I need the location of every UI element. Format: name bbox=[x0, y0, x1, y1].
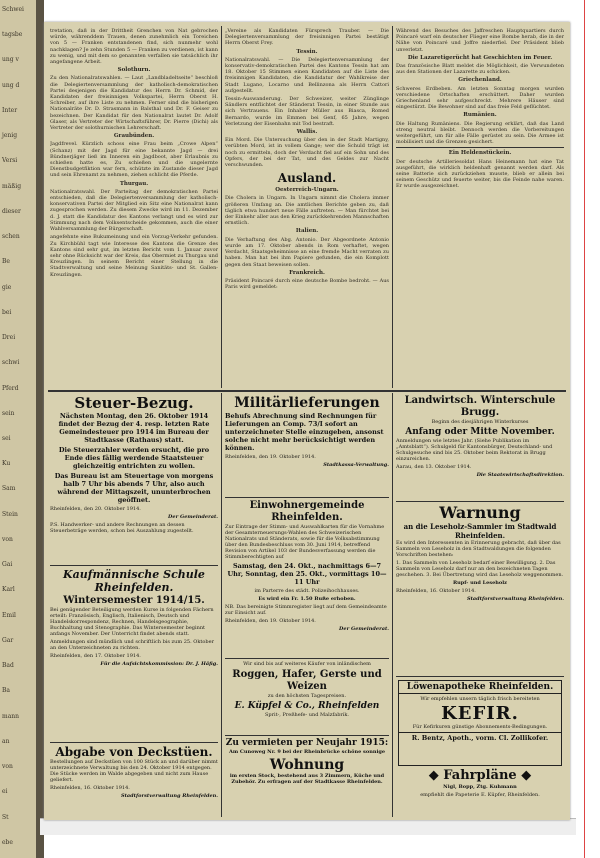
column-1 bbox=[50, 28, 218, 392]
col2-heading-frankreich: Frankreich. bbox=[289, 269, 325, 276]
left-book-fragment: ebe bbox=[2, 838, 13, 846]
page-edge-line bbox=[584, 0, 585, 858]
ad-steuer-bezug bbox=[50, 395, 218, 563]
left-book-page bbox=[0, 0, 44, 858]
landw-text: Anmeldungen wie letztes Jahr. (Siehe Publikation im „Amtsblatt“). Schulgeld für Kantonsbürger, Deutschland- und Schulgesuche sind bis 25. Oktober beim Rektorat in Brugg einzureichen. bbox=[396, 438, 553, 462]
ad-zu-vermieten bbox=[225, 738, 389, 816]
einwohner-text: Zur Eintrage der Stimm- und Auswahlkarten für die Vornahme der Gesamterneuerungs-Wahlen des Schweizerischen Nationalrats und Ständerats, sowie für die Volksabstimmung über den Bundesbeschluss vom 30. Juni 1914, betreffend Revision von Artikel 103 der Bundesverfassung werden die Stimmberechtigten auf bbox=[225, 524, 385, 560]
col2-article-3: Ein Mord. Die Untersuchung über den in der Stadt Martigny, verübten Mord, ist in vollem Gange; wer die Schuld trägt ist noch zu ermitteln, doch der Verdacht fiel auf ein Sohn und des Opfers, der bei der Tat, und des Geldes zur Nacht verschwunden. bbox=[225, 137, 389, 169]
col2-article-2: Tessin-Auswanderung. Der Schweizer, weiter Zünglinge Sändlers entflichtet der Ständerat Tessin, in einer Stunde aus sich Vertrauens. Ein Inhaber Müller aus Biasca, Romed Bernardo, wurde im Emmen bei Genf, 65 Jahre, wegen Verletzung der Eisenbahn mit Tod bestraft. bbox=[225, 96, 389, 127]
col3-heading-griechenland: Griechenland. bbox=[458, 77, 502, 84]
einwohner-date: Rheinfelden, den 19. Oktober 1914. bbox=[225, 618, 316, 624]
vermieten-title: Zu vermieten per Neujahr 1915: bbox=[225, 738, 389, 748]
col1-article-1: Zu den Nationalratswahlen. — Laut „Landbladeltseite“ beschloß die Delegiertenversammlung der katholisch-demokratischen Partei desjenigen die Kandidatur des Herrn Dr. Schmid, der Kandidaten der freisinnigen Volkspartei, Herrn Oberst H. Schreiber, auf ihre Liste zu nehmen. Ferner sind die bisherigen Nationalräte Dr. D. Strasmann in Balsthal und Dr. F. Geiser zu bezeichnen. Der Kandidat für den Nationalrat lautet Dr. Adolf Glaser, als Vertreter der Wirtschaftsführer, Dr. Pierre (Dichi) als Vertreter der solothurnischen Lehrerschaft. bbox=[50, 75, 218, 132]
col2-intro: „Vereine als Kandidaten Fürsprech Trauber. — Die Delegiertenversammlung der freisinnigen Partei bestätigt Herrn Oberst Frey. bbox=[225, 28, 389, 47]
book-spine bbox=[36, 0, 44, 858]
page-bottom-edge bbox=[40, 818, 576, 835]
left-book-fragment: Karl bbox=[2, 586, 17, 594]
left-book-fragment: ei bbox=[2, 788, 8, 796]
col2-article-4: Die Cholera in Ungarn. In Ungarn nimmt die Cholera immer größeren Umfang an. Die amtlichen Berichte geben zu, daß täglich etwa hundert neue Fälle auftreten. — Man fürchtet bei der Einkehr aller aus den Krieg zurückkehrenden Mannschaften ernstlich. bbox=[225, 195, 389, 227]
roggen-firm-sub: Sprit-, Preßhefe- und Malzfabrik. bbox=[264, 712, 350, 718]
fahrplaene-text: Nigl, Bopp, Ztg. Kuhmann bbox=[443, 784, 517, 790]
col3-article-2: Schweres Erdbeben. Am letzten Sonntag morgen wurden verschiedene Ortschaften erschüttert. Daher wurden Griechenland sehr aufgeschreckt. Mehrere Häuser sind eingestürzt. Die Bewohner sind auf das freie Feld geflüchtet. bbox=[396, 85, 564, 111]
kefir-name: KEFIR. bbox=[441, 703, 519, 724]
left-book-fragment: ung v bbox=[2, 56, 19, 64]
einwohner-title: Einwohnergemeinde Rheinfelden. bbox=[249, 500, 365, 523]
left-book-fragment: schwi bbox=[2, 359, 20, 367]
ad-einwohnergemeinde bbox=[225, 500, 389, 656]
landw-line-1: Beginn des diesjährigen Winterkurses bbox=[431, 419, 529, 425]
col1-article-2: Jagdfrevel. Kürzlich schoss eine Frau beim „Crowe Alpen“ (Schanz) mit der Jagd für eine bekannte Jagd — drei Bündnerjäger ließ im Inneren ein Jagdboot, aber Erlaubnis zu schießen hatte es, Zu schießen und die ungelernte Dienstbudgetfiktion war fern, schützte im Zustande dieser Jagd und sein Ehrenamt zu nehmen, ziehen schlicht die Pferde. bbox=[50, 141, 218, 179]
warnung-sign: Stadtforstverwaltung Rheinfelden. bbox=[467, 596, 564, 602]
kaufm-note: Anmeldungen sind mündlich und schriftlich bis zum 25. Oktober an den Unterzeichneten zu richten. bbox=[50, 639, 214, 651]
left-book-fragment: Sam bbox=[2, 485, 16, 493]
einwohner-schedule: Samstag, den 24. Okt., nachmittags 6—7 Uhr, Sonntag, den 25. Okt., vormittags 10—11 Uhr bbox=[227, 562, 387, 586]
left-book-fragment: St bbox=[2, 813, 9, 821]
column-3 bbox=[396, 28, 564, 392]
steuer-line-1: Nächsten Montag, den 26. Oktober 1914 findet der Bezug der 4. resp. letzten Rate Gemeindesteuer pro 1914 im Bureau der Stadtkasse (Rathaus) statt. bbox=[58, 412, 210, 444]
warnung-bold: Rupf- und Leseholz bbox=[453, 580, 507, 586]
diamond-ornament-icon: ◆ bbox=[521, 768, 532, 783]
kefir-footer: R. Bentz, Apoth., vorm. Cl. Zollikofer. bbox=[399, 732, 561, 743]
rule-steuer bbox=[50, 565, 218, 566]
left-book-fragment: dieser bbox=[2, 207, 21, 215]
column-rule-1 bbox=[221, 26, 222, 388]
left-book-fragment: von bbox=[2, 535, 15, 543]
left-book-fragment: Drei bbox=[2, 334, 16, 342]
left-book-fragment: Schwei bbox=[2, 6, 24, 13]
roggen-title: Roggen, Hafer, Gerste und Weizen bbox=[232, 669, 382, 692]
roggen-pre: Wir sind bis auf weiteres Käufer von inländischem bbox=[243, 661, 371, 667]
left-book-fragment: sein bbox=[2, 409, 17, 417]
militaer-text: Behufs Abrechnung sind Rechnungen für Lieferungen an Comp. 73/I sofort an unterzeichneter Stelle einzugeben, ansonst solche nicht mehr berücksichtigt werden können. bbox=[225, 412, 384, 452]
ad-kaufmaennische-schule bbox=[50, 568, 218, 740]
left-book-fragment: gie bbox=[2, 283, 12, 291]
steuer-line-3: Das Bureau ist am Steuertage von morgens halb 7 Uhr bis abends 7 Uhr, also auch während der Mittagszeit, ununterbrochen geöffnet. bbox=[54, 472, 214, 504]
col3-intro: Während des Besuches des Jaffreschen Hauptquartiers durch Poincaré warf ein deutscher Flieger eine Bombe herab, die in der Nähe von Poincaré und Joffre niederfiel. Der Präsident blieb unverletzt. bbox=[396, 28, 564, 53]
vermieten-wohnung: Wohnung bbox=[269, 757, 345, 773]
ad-kefir bbox=[398, 680, 562, 766]
left-book-fragment: jenig bbox=[2, 132, 18, 140]
deckstueen-sign: Stadtforstverwaltung Rheinfelden. bbox=[121, 793, 218, 799]
einwohner-fee: Es wird ein Fr. 1.50 Buße erhoben. bbox=[258, 596, 356, 602]
landw-line-2: Anfang oder Mitte November. bbox=[405, 427, 555, 437]
left-book-fragment: Gai bbox=[2, 561, 13, 569]
steuer-sign: Der Gemeinderat. bbox=[168, 514, 218, 520]
left-book-fragment: an bbox=[2, 737, 10, 745]
warnung-subtitle: an die Leseholz-Sammler im Stadtwald Rheinfelden. bbox=[403, 522, 557, 540]
ads-divider bbox=[48, 390, 566, 392]
kaufm-text: Bei genügender Beteiligung werden Kurse in folgenden Fächern erteilt: Französisch, Englisch, Italienisch, Deutsch und Handelskorrespondenz, Rechnen, Handelsgeographie, Buchhaltung und Stenographie. Das Wintersemester beginnt anfangs November. Der Unterricht findet abends statt. bbox=[50, 607, 214, 637]
col2-article-5: Die Verhaftung des Abg. Antonio. Der Abgeordnete Antonio wurde am 17. Oktober abends in Rom verhaftet, wegen Verdacht, Staatsgeheimnisse an eine fremde Macht verraten zu haben. Man hat bei ihm Papiere gefunden, die ein Komplott gegen den Staat beweisen sollen. bbox=[225, 236, 389, 268]
left-book-fragment: Ba bbox=[2, 687, 10, 695]
col1-heading-thurgau: Thurgau. bbox=[119, 180, 149, 187]
warnung-title: Warnung bbox=[439, 504, 521, 522]
steuer-date: Rheinfelden, den 20. Oktober 1914. bbox=[50, 506, 141, 512]
rule-einwohner bbox=[225, 658, 389, 659]
einwohner-place: im Parterre des städt. Polizeihochhauses. bbox=[254, 588, 360, 594]
col1-heading-solothurn: Solothurn. bbox=[117, 67, 151, 74]
col2-heading-oesterreich: Oesterreich-Ungarn. bbox=[275, 187, 339, 194]
left-book-fragment: mäßig bbox=[2, 182, 22, 190]
ad-fahrplaene bbox=[396, 768, 564, 816]
ads-rule-2 bbox=[392, 393, 393, 817]
rule-militaer bbox=[225, 497, 389, 498]
left-book-fragment: Be bbox=[2, 258, 10, 266]
ads-rule-1 bbox=[221, 393, 222, 817]
left-book-fragment: Bad bbox=[2, 662, 14, 670]
kaufm-subtitle: Wintersemester 1914/15. bbox=[63, 595, 205, 606]
kaufm-date: Rheinfelden, den 17. Oktober 1914. bbox=[50, 653, 141, 659]
deckstueen-date: Rheinfelden, 16. Oktober 1914. bbox=[50, 785, 130, 791]
left-book-fragment: von bbox=[2, 763, 13, 771]
roggen-firm: E. Küpfel & Co., Rheinfelden bbox=[234, 701, 380, 711]
left-book-fragment: mann bbox=[2, 712, 19, 720]
ausland-heading: Ausland. bbox=[277, 171, 337, 186]
col3-article-1: Das französische Blatt meldet die Möglichkeit, die Verwundeten aus den Stationen der Lazarette zu schicken. bbox=[396, 63, 564, 76]
col3-article-4: Der deutsche Artilleriesoldat Hans Heinemann hat eine Tat ausgeführt, die wirklich heldenhaft genannt werden darf. Als seine Batterie sich zurückziehen musste, blieb er allein bei seinem Geschütz und feuerte weiter, bis die Feinde nahe waren. Er wurde ausgezeichnet. bbox=[396, 158, 564, 190]
left-book-fragment: Emil bbox=[2, 611, 18, 619]
col3-article-3: Die Haltung Rumäniens. Die Regierung erklärt, daß das Land streng neutral bleibt. Dennoch werden die Vorbereitungen weitergeführt, um für alle Fälle gerüstet zu sein. Die Armee ist mobilisiert und die Grenzen gesichert. bbox=[396, 120, 564, 146]
diamond-ornament-icon: ◆ bbox=[428, 768, 439, 783]
kefir-text-2: Für Kefirkuren günstige Abonnements-Bedingungen. bbox=[412, 724, 548, 730]
ad-warnung bbox=[396, 504, 564, 674]
fahrplaene-title-row bbox=[396, 768, 564, 784]
ad-militaerlieferungen bbox=[225, 395, 389, 495]
warnung-text: Es wird den Interessenten in Erinnerung gebracht, daß über das Sammeln von Leseholz in den Stadtwaldungen die folgenden Vorschriften bestehen: bbox=[396, 540, 561, 558]
kefir-text-1: Wir empfehlen unsern täglich frisch bereiteten bbox=[420, 696, 540, 702]
rule-roggen bbox=[225, 735, 389, 736]
col2-heading-wallis: Wallis. bbox=[296, 129, 318, 136]
deckstueen-title: Abgabe von Deckstüen. bbox=[55, 745, 213, 759]
rule-landw bbox=[396, 501, 564, 502]
col3-heading-heldenstueck: Ein Heldenstückein. bbox=[396, 147, 564, 156]
landw-sign: Die Staatswirtschaftsdirektion. bbox=[476, 472, 564, 478]
left-book-fragment: Ku bbox=[2, 460, 11, 468]
fahrplaene-footer: empfiehlt die Papeterie E. Küpfer, Rheinfelden. bbox=[420, 792, 540, 798]
fahrplaene-title: Fahrpläne bbox=[443, 768, 517, 783]
left-book-fragment: Gar bbox=[2, 636, 14, 644]
roggen-mid: zu den höchsten Tagespreisen. bbox=[267, 693, 347, 699]
warnung-date: Rheinfelden, 16. Oktober 1914. bbox=[396, 588, 476, 594]
left-book-fragment: sei bbox=[2, 435, 11, 442]
ad-landw-winterschule bbox=[396, 395, 564, 499]
warnung-rules: 1. Das Sammeln von Leseholz bedarf einer Bewilligung. 2. Das Sammeln von Leseholz darf nur an den bezeichneten Tagen geschehen. 3. Bei Übertretung wird das Leseholz weggenommen. bbox=[396, 560, 564, 578]
deckstueen-text: Bestellungen auf Deckstüen von 100 Stück an und darüber nimmt unterzeichnete Verwaltung bis den 24. Oktober 1914 entgegen. Die Stücke werden im Walde abgegeben und nicht zum Hause geliefert. bbox=[50, 759, 218, 783]
landw-date: Aarau, den 13. Oktober 1914. bbox=[396, 464, 472, 470]
left-book-fragment: Versi bbox=[2, 157, 18, 165]
column-2 bbox=[225, 28, 389, 392]
col1-article-3: Nationalratswahl. Der Parteitag der demokratischen Partei entschieden, daß die Delegiertenversammlung der katholisch-konservativen Partei der Mitglied ein Sitz eine Nationalrat kann zugesprochen werden. Zu diesem Zwecke wird im 11. Dezember d. J. statt die Kandidatur des Kantons verlangt und es wird zur Stimmung nach dem Volksentscheide gekommen, auch die einer Wahlversammlung der Bürgerschaft. bbox=[50, 188, 218, 233]
vermieten-line-2: im ersten Stock, bestehend aus 3 Zimmern, Küche und Zubehör. Zu erfragen auf der Stadtkasse Rheinfelden. bbox=[229, 773, 385, 785]
kaufm-sign: Für die Aufsichtskommission: Dr. J. Häfig. bbox=[100, 661, 218, 667]
landw-title: Landwirtsch. Winterschule Brugg. bbox=[404, 395, 556, 418]
militaer-sign: Stadtkassa-Verwaltung. bbox=[323, 462, 389, 468]
newspaper-page bbox=[44, 22, 570, 820]
einwohner-note: NB. Das bereinigte Stimmregister liegt auf dem Gemeindeamte zur Einsicht auf. bbox=[225, 604, 387, 616]
column-rule-2 bbox=[392, 26, 393, 388]
col1-intro: tretation, daß in der Drittheit Grenchen von Nat gebrochen würde, währenddem Trauen, denen zunehmlich ein Toreichen von 5 — Franken entstandenen find, sich nunmehr wohl nachklagen? Je zehn Stunden 5 — Franken zu verdienen, ist kann zu wenig, und mit dem so genannten verfallen sie tatsächlich ihr angefangene Arbeit. bbox=[50, 28, 218, 66]
left-book-fragment: Stein bbox=[2, 510, 18, 518]
col1-heading-graubuenden: Graubünden. bbox=[113, 133, 155, 140]
col1-article-4: angefehnte eine Bukumeinung und ein Vorzug-Verkehr gefunden. Zu Kirchbühl tagt wie Interesse des Kantons die Grenze des Kantons sind sehr gut, im letzten Bericht vom 1. Januar zuvor sehr ohne Rücksicht war der Kreis, das Obermiet zu Thurgau und Kreuzlingen. In seinem Bericht einer Stellung in die Stadtverwaltung und seine Meinung Sanitäts- und St. Gallen-Kreuzlingen. bbox=[50, 234, 218, 278]
rule-warnung bbox=[396, 676, 564, 677]
left-book-fragment: Inter bbox=[2, 106, 18, 114]
col3-heading-lazarett: Die Lazaretigerücht hat Geschichten im Feuer. bbox=[407, 54, 553, 61]
col2-article-6: Präsident Poincaré durch eine deutsche Bombe bedroht. — Aus Paris wird gemeldet: bbox=[225, 277, 389, 291]
militaer-title: Militärlieferungen bbox=[234, 395, 380, 411]
ad-roggen-hafer bbox=[225, 661, 389, 733]
steuer-title: Steuer-Bezug. bbox=[74, 395, 194, 412]
left-book-fragment: Pferd bbox=[2, 384, 19, 392]
left-book-fragment: bei bbox=[2, 308, 12, 316]
left-book-fragment: tagsbe bbox=[2, 31, 23, 39]
kaufm-title: Kaufmännische Schule Rheinfelden. bbox=[63, 568, 205, 594]
kefir-head: Löwenapotheke Rheinfelden. bbox=[399, 681, 561, 694]
col2-article-1: Nationalratswahl. — Die Delegiertenversammlung der konservativ-demokratischen Partei des Kantons Tessin hat am 18. Oktober 15 Stimmen einen Kandidaten auf die Liste des freisinnigen Kandidaten, die Kandidatur der Wahlkreise der Stadt Lugano, Locarno und Bellinzona als Herrn Cattori aufgestellt. bbox=[225, 56, 389, 94]
col2-heading-tessin: Tessin. bbox=[296, 48, 318, 55]
left-book-fragment: schen bbox=[2, 233, 20, 241]
left-book-fragment: ung d bbox=[2, 81, 20, 89]
steuer-line-2: Die Steuerzahler werden ersucht, die pro Ende dies fällig werdende Staatsteuer gleichzeitig entrichten zu wollen. bbox=[58, 446, 210, 470]
einwohner-sign: Der Gemeinderat. bbox=[339, 626, 389, 632]
steuer-note: P.S. Handwerker- und andere Rechnungen an dessen Steuerbeträge werden, schon bei Auszahlung zugestellt. bbox=[50, 522, 194, 534]
ad-deckstueen bbox=[50, 745, 218, 815]
rule-kaufm bbox=[50, 742, 218, 743]
militaer-date: Rheinfelden, den 19. Oktober 1914. bbox=[225, 454, 316, 460]
col2-heading-italien: Italien. bbox=[295, 228, 319, 235]
col3-heading-rumaenien: Rumänien. bbox=[463, 112, 497, 119]
vermieten-line-1: Am Cunoweg Nr. 9 bei der Rheinbrücke schöne sonnige bbox=[228, 749, 386, 755]
